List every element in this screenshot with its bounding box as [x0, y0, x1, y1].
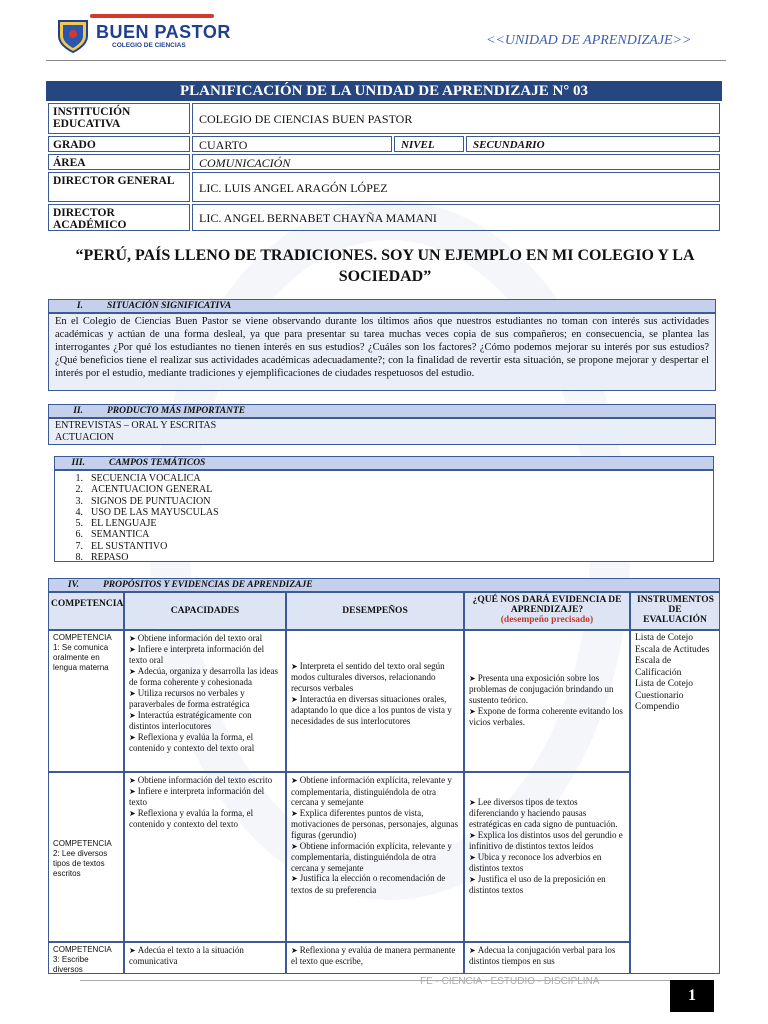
academico-label: DIRECTOR ACADÉMICO: [48, 204, 190, 231]
capacidad-item: ➤ Reflexiona y evalúa la forma, el contenido y contexto del texto: [129, 808, 281, 830]
situacion-header: [48, 299, 716, 313]
logo-name: BUEN PASTOR: [96, 22, 231, 42]
evidencia-item: ➤ Presenta una exposición sobre los problemas de conjugación brindando un sustento teórico.: [469, 673, 625, 706]
evidencia-item: ➤ Lee diversos tipos de textos diferenciando y haciendo pausas estratégicas en cada signo de puntuación.: [469, 797, 625, 830]
list-item: 1. SECUENCIA VOCALICA: [75, 473, 201, 484]
capacidad-item: ➤ Obtiene información del texto oral: [129, 633, 281, 644]
nivel-label: NIVEL: [394, 136, 464, 152]
evidencias-3: [464, 942, 630, 974]
propositos-num: IV.: [67, 580, 79, 590]
instrumento-item: Lista de Cotejo: [635, 679, 694, 689]
situacion-num: I.: [76, 301, 83, 311]
list-item: 8. REPASO: [75, 552, 129, 564]
desempeno-item: ➤ Interactúa en diversas situaciones orales, adaptando lo que dice a los puntos de vista y necesidades de sus interlocutores: [291, 694, 459, 727]
capacidad-item: ➤ Obtiene información del texto escrito: [129, 775, 281, 786]
instrumentos-cell: [630, 630, 720, 974]
col-evidencia: [464, 592, 630, 630]
desempeno-item: ➤ Reflexiona y evalúa de manera permanente el texto que escribe,: [291, 945, 459, 967]
institucion-label: INSTITUCIÓN EDUCATIVA: [48, 103, 190, 134]
col-desempenos: DESEMPEÑOS: [286, 592, 464, 630]
evidencia-item: ➤ Adecua la conjugación verbal para los distintos tiempos en sus: [469, 945, 625, 967]
capacidad-item: ➤ Infiere e interpreta información del texto oral: [129, 644, 281, 666]
producto-title: PRODUCTO MÁS IMPORTANTE: [107, 406, 246, 416]
evidencias-1: [464, 630, 630, 772]
instrumento-item: Compendio: [635, 702, 680, 712]
desempenos-1: [286, 630, 464, 772]
capacidad-item: ➤ Interactúa estratégicamente con distintos interlocutores: [129, 710, 281, 732]
footer-motto: FE - CIENCIA - ESTUDIO - DISCIPLINA: [420, 976, 600, 987]
evidencia-item: ➤ Justifica el uso de la preposición en distintos textos: [469, 874, 625, 896]
capacidad-item: ➤ Adecúa el texto a la situación comunicativa: [129, 945, 281, 967]
col-capacidades: CAPACIDADES: [124, 592, 286, 630]
institucion-value: COLEGIO DE CIENCIAS BUEN PASTOR: [192, 103, 720, 134]
capacidades-1: [124, 630, 286, 772]
grado-label: GRADO: [48, 136, 190, 152]
director-value: LIC. LUIS ANGEL ARAGÓN LÓPEZ: [192, 172, 720, 202]
list-item: 2. ACENTUACION GENERAL: [75, 484, 213, 496]
capacidad-item: ➤ Reflexiona y evalúa la forma, el contenido y contexto del texto oral: [129, 732, 281, 754]
logo-roof: [90, 14, 214, 18]
unit-motto: “PERÚ, PAÍS LLENO DE TRADICIONES. SOY UN EJEMPLO EN MI COLEGIO Y LA SOCIEDAD”: [75, 247, 695, 285]
evidencia-item: ➤ Explica los distintos usos del gerundio e infinitivo de distintos textos leídos: [469, 830, 625, 852]
competencia-2: COMPETENCIA 2: Lee diversos tipos de textos escritos: [48, 772, 124, 942]
propositos-title: PROPÓSITOS Y EVIDENCIAS DE APRENDIZAJE: [103, 580, 313, 590]
desempeno-item: ➤ Obtiene información explícita, relevante y complementaria, distinguiéndola de otra cercana y semejante: [291, 841, 459, 874]
capacidades-3: [124, 942, 286, 974]
capacidad-item: ➤ Infiere e interpreta información del texto: [129, 786, 281, 808]
instrumento-item: Cuestionario: [635, 690, 684, 701]
evidencias-2: [464, 772, 630, 942]
evidencia-item: ➤ Ubica y reconoce los adverbios en distintos textos: [469, 852, 625, 874]
nivel-value: SECUNDARIO: [466, 136, 720, 152]
instrumento-item: Lista de Cotejo: [635, 633, 694, 643]
logo-subtitle: COLEGIO DE CIENCIAS: [112, 42, 186, 49]
area-label: ÁREA: [48, 154, 190, 170]
desempeno-item: ➤ Explica diferentes puntos de vista, motivaciones de personas, personajes, algunas figuras (gerundio): [291, 808, 459, 841]
campos-title: CAMPOS TEMÁTICOS: [109, 458, 206, 468]
area-value: COMUNICACIÓN: [192, 154, 720, 170]
director-label: DIRECTOR GENERAL: [48, 172, 190, 202]
grado-value: CUARTO: [192, 136, 392, 152]
producto-num: II.: [73, 406, 83, 416]
page-number: 1: [670, 980, 714, 1012]
capacidad-item: ➤ Adecúa, organiza y desarrolla las ideas de forma coherente y cohesionada: [129, 666, 281, 688]
list-item: 4. USO DE LAS MAYUSCULAS: [75, 506, 219, 518]
desempenos-3: [286, 942, 464, 974]
producto-line-2: ACTUACION: [55, 432, 114, 443]
campos-header: [54, 456, 714, 470]
instrumento-item: Escala de Calificación: [635, 656, 682, 678]
planning-title: PLANIFICACIÓN DE LA UNIDAD DE APRENDIZAJE N° 03: [46, 81, 722, 101]
situacion-text: En el Colegio de Ciencias Buen Pastor se viene observando durante los últimos años que nuestros estudiantes no toman con interés sus actividades académicas y actúan de una forma desleal, ya que para presentar su tarea muchas veces copia de sus compañeros; en consecuencia, se plantea las interrogantes ¿Por qué los estudiantes no tienen interés en sus estudios? ¿Cuáles son los factores? ¿Cómo podemos mejorar su interés por sus estudios? ¿Qué beneficios tiene el realizar sus actividades académicas adecuadamente?; con la finalidad de revertir esta situación, se propone mejorar y despertar el interés por el estudio, mediante tradiciones y ejemplificaciones de ciudades respetuosos del estudio.: [48, 313, 716, 391]
desempeno-item: ➤ Justifica la elección o recomendación de textos de su preferencia: [291, 873, 459, 895]
col-competencia: COMPETENCIA: [48, 592, 124, 630]
col-instrumento: INSTRUMENTOS DE EVALUACIÓN: [630, 592, 720, 630]
school-crest-icon: [56, 18, 90, 54]
col-evidencia-title: ¿QUÉ NOS DARÁ EVIDENCIA DE APRENDIZAJE?: [472, 595, 622, 615]
evidencia-item: ➤ Expone de forma coherente evitando los vicios verbales.: [469, 706, 625, 728]
propositos-header: [48, 578, 720, 592]
instrumento-item: Escala de Actitudes: [635, 644, 710, 655]
capacidad-item: ➤ Utiliza recursos no verbales y paraverbales de forma estratégica: [129, 688, 281, 710]
unit-label: <<UNIDAD DE APRENDIZAJE>>: [486, 33, 692, 48]
list-item: 5. EL LENGUAJE: [75, 518, 157, 530]
list-item: 6. SEMANTICA: [75, 529, 150, 541]
header-divider: [46, 60, 726, 61]
competencia-3: COMPETENCIA 3: Escribe diversos: [48, 942, 124, 974]
list-item: 7. EL SUSTANTIVO: [75, 540, 168, 552]
academico-value: LIC. ANGEL BERNABET CHAYÑA MAMANI: [192, 204, 720, 231]
col-evidencia-note: (desempeño precisado): [500, 615, 594, 625]
campos-list: [54, 470, 714, 562]
producto-header: [48, 404, 716, 418]
producto-body: [48, 418, 716, 445]
desempeno-item: ➤ Obtiene información explícita, relevante y complementaria, distinguiéndola de otra cercana y semejante: [291, 775, 459, 808]
capacidades-2: [124, 772, 286, 942]
list-item: 3. SIGNOS DE PUNTUACION: [75, 495, 211, 507]
producto-line-1: ENTREVISTAS – ORAL Y ESCRITAS: [55, 420, 217, 431]
campos-num: III.: [71, 458, 85, 468]
desempenos-2: [286, 772, 464, 942]
competencia-1: COMPETENCIA 1: Se comunica oralmente en lengua materna: [48, 630, 124, 772]
situacion-title: SITUACIÓN SIGNIFICATIVA: [107, 301, 232, 311]
desempeno-item: ➤ Interpreta el sentido del texto oral según modos culturales diversos, relacionando recursos verbales: [291, 661, 459, 694]
